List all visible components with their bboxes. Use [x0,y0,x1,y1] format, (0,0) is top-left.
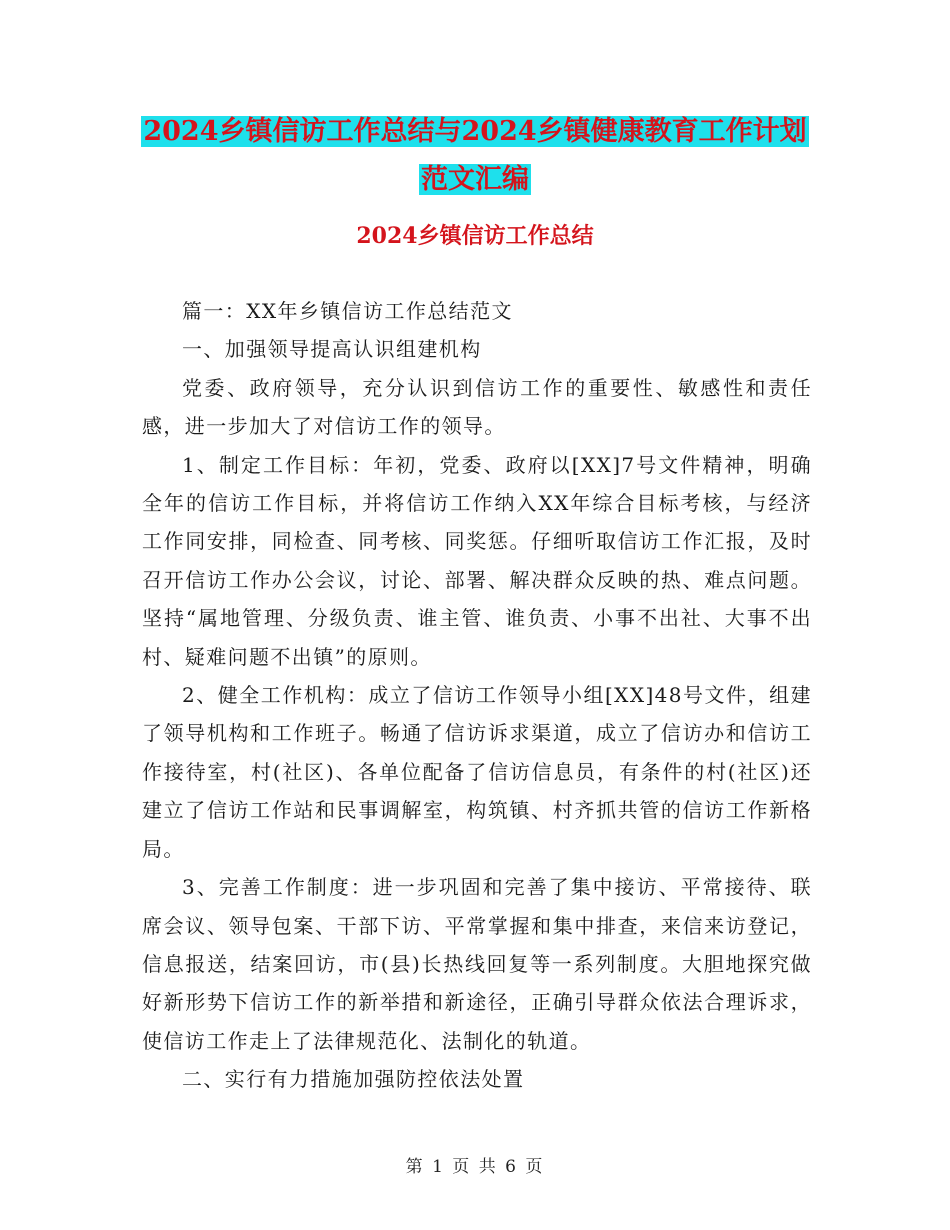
paragraph: 篇一：XX年乡镇信访工作总结范文 [182,299,513,323]
paragraph: 二、实行有力措施加强防控依法处置 [182,1067,525,1092]
document-title [0,108,950,204]
body-text [142,292,812,1099]
paragraph: 1、制定工作目标：年初，党委、政府以[XX]7号文件精神，明确全年的信访工作目标，并将信访工作纳入XX年综合目标考核，与经济工作同安排，同检查、同考核、同奖惩。仔细听取信访工作汇报，及时召开信访工作办公会议，讨论、部署、解决群众反映的热、难点问题。坚持“属地管理、分级负责、谁主管、谁负责、小事不出社、大事不出村、疑难问题不出镇”的原则。 [142,452,812,669]
paragraph: 3、完善工作制度：进一步巩固和完善了集中接访、平常接待、联席会议、领导包案、干部下访、平常掌握和集中排查，来信来访登记，信息报送，结案回访，市(县)长热线回复等一系列制度。大胆地探究做好新形势下信访工作的新举措和新途径，正确引导群众依法合理诉求，使信访工作走上了法律规范化、法制化的轨道。 [142,875,812,1053]
section-title: 2024乡镇信访工作总结 [356,223,594,249]
title-line-1: 2024乡镇信访工作总结与2024乡镇健康教育工作计划 [143,116,807,147]
paragraph: 2、健全工作机构：成立了信访工作领导小组[XX]48号文件，组建了领导机构和工作班子。畅通了信访诉求渠道，成立了信访办和信访工作接待室，村(社区)、各单位配备了信访信息员，有条件的村(社区)还建立了信访工作站和民事调解室，构筑镇、村齐抓共管的信访工作新格局。 [142,683,812,861]
page-footer: 第 1 页 共 6 页 [405,1157,545,1177]
title-line-2: 范文汇编 [421,164,529,195]
paragraph: 党委、政府领导，充分认识到信访工作的重要性、敏感性和责任感，进一步加大了对信访工作的领导。 [142,375,812,439]
paragraph: 一、加强领导提高认识组建机构 [182,337,482,362]
